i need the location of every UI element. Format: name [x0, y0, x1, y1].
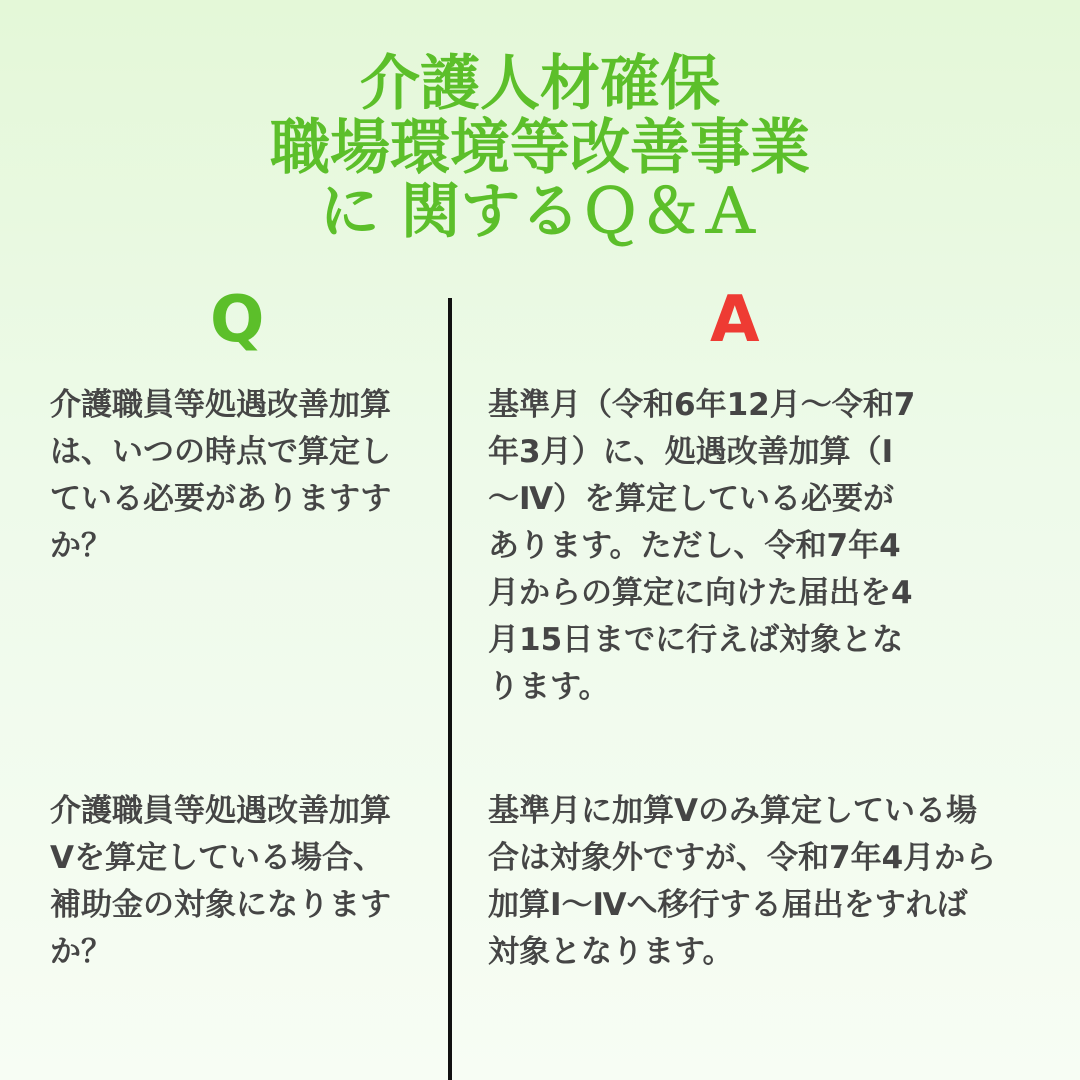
- question-2-line: 補助金の対象になります: [50, 887, 391, 923]
- title-line-2: 職場環境等改善事業: [270, 113, 810, 183]
- answer-1-line: 〜Ⅳ）を算定している必要が: [488, 481, 895, 517]
- question-1: [50, 382, 435, 570]
- answer-1-line: あります。ただし、令和7年4: [488, 528, 901, 564]
- page-title: [0, 49, 1080, 247]
- question-1-line: は、いつの時点で算定し: [50, 434, 391, 470]
- question-2-line: か？: [50, 934, 112, 970]
- column-divider: [448, 298, 452, 1080]
- answer-2-line: 加算Ⅰ〜Ⅳへ移行する届出をすれば: [488, 887, 968, 923]
- answer-2-line: 合は対象外ですが、令和7年4月から: [488, 840, 997, 876]
- question-2-line: Ⅴを算定している場合、: [50, 840, 384, 876]
- answer-1-line: 月15日までに行えば対象とな: [488, 622, 904, 658]
- question-2: [50, 788, 435, 976]
- question-1-line: ている必要がありますす: [50, 481, 392, 517]
- title-line-1: 介護人材確保: [360, 49, 720, 119]
- answer-1-line: 月からの算定に向けた届出を4: [488, 575, 913, 611]
- question-1-line: か？: [50, 528, 112, 564]
- answer-1: [488, 382, 1048, 711]
- answer-2-line: 基準月に加算Ⅴのみ算定している場: [488, 793, 977, 829]
- answer-1-line: 基準月（令和6年12月〜令和7: [488, 387, 916, 423]
- answer-1-line: 年3月）に、処遇改善加算（Ⅰ: [488, 434, 894, 470]
- answer-column-header: A: [710, 283, 760, 357]
- question-column-header: Q: [210, 283, 265, 357]
- question-2-line: 介護職員等処遇改善加算: [50, 793, 391, 829]
- answer-1-line: ります。: [488, 669, 610, 705]
- answer-2: [488, 788, 1048, 976]
- question-1-line: 介護職員等処遇改善加算: [50, 387, 391, 423]
- title-line-3: に 関するＱ＆Ａ: [319, 177, 761, 247]
- answer-2-line: 対象となります。: [488, 934, 734, 970]
